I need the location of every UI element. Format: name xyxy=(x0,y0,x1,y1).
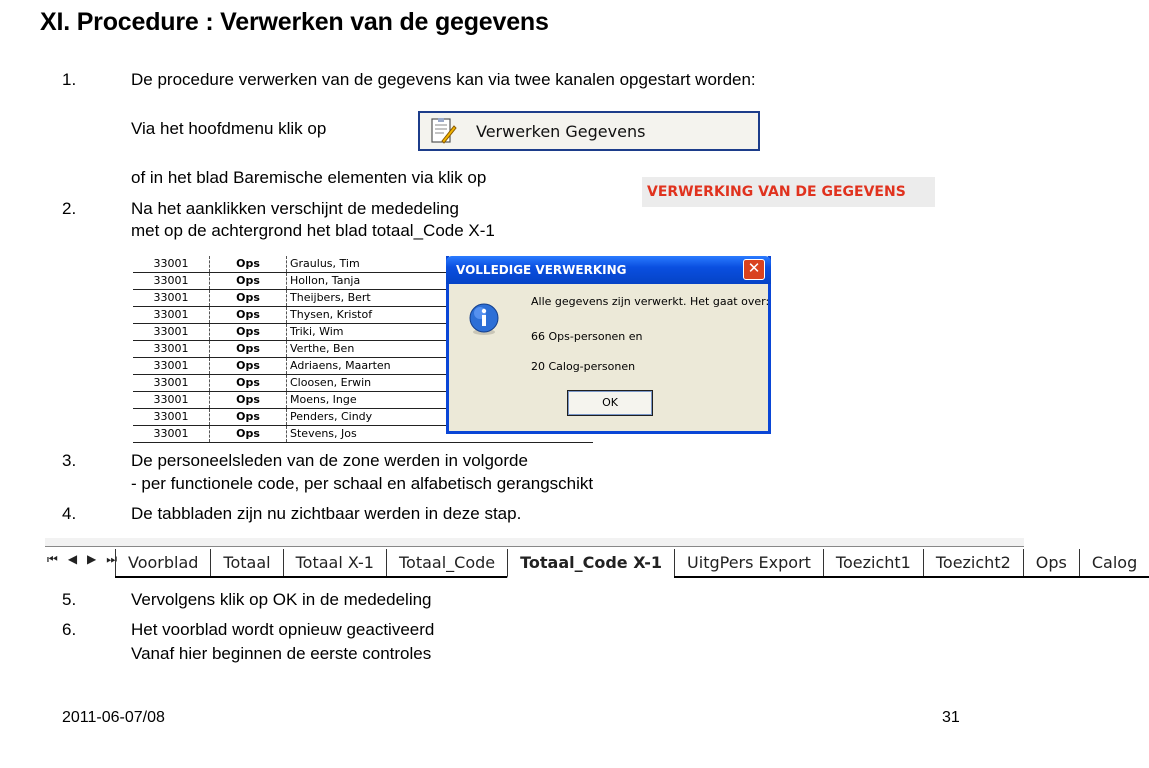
channel1-text: Via het hoofdmenu klik op xyxy=(131,119,327,138)
table-cell-cat: Ops xyxy=(210,324,287,341)
table-cell-cat: Ops xyxy=(210,392,287,409)
table-cell-name: Theijbers, Bert xyxy=(287,290,594,307)
last-sheet-icon[interactable]: ⏭ xyxy=(106,552,118,566)
next-sheet-icon[interactable]: ▶ xyxy=(87,552,97,566)
item-text-2b: met op de achtergrond het blad totaal_Code X-1 xyxy=(131,221,495,240)
sheet-tab[interactable]: Toezicht2 xyxy=(923,549,1023,576)
item-number-3: 3. xyxy=(62,451,77,470)
table-cell-cat: Ops xyxy=(210,256,287,273)
table-cell-name: Graulus, Tim xyxy=(287,256,594,273)
table-cell-cat: Ops xyxy=(210,341,287,358)
table-cell-cat: Ops xyxy=(210,409,287,426)
table-cell-code: 33001 xyxy=(133,273,210,290)
edit-document-icon xyxy=(428,116,458,146)
sheet-tab[interactable]: UitgPers Export xyxy=(674,549,823,576)
table-cell-name: Thysen, Kristof xyxy=(287,307,594,324)
item-number-2: 2. xyxy=(62,199,77,218)
sheet-tab[interactable]: Totaal_Code xyxy=(386,549,507,576)
item-text-5: Vervolgens klik op OK in de mededeling xyxy=(131,590,432,609)
item-number-4: 4. xyxy=(62,504,77,523)
item-number-5: 5. xyxy=(62,590,77,609)
item-text-1: De procedure verwerken van de gegevens kan via twee kanalen opgestart worden: xyxy=(131,70,756,89)
table-cell-name: Moens, Inge xyxy=(287,392,594,409)
table-cell-name: Verthe, Ben xyxy=(287,341,594,358)
sheet-tab[interactable]: Totaal xyxy=(210,549,282,576)
dialog-message-line2: 66 Ops-personen en xyxy=(531,330,643,343)
tab-navigation xyxy=(45,552,117,567)
sheet-tab[interactable]: Totaal X-1 xyxy=(283,549,386,576)
footer-date: 2011-06-07/08 xyxy=(62,709,165,726)
verwerken-gegevens-menu-button[interactable] xyxy=(418,111,760,151)
sheet-tab[interactable]: Toezicht1 xyxy=(823,549,923,576)
item-text-6b: Vanaf hier beginnen de eerste controles xyxy=(131,644,432,663)
table-cell-code: 33001 xyxy=(133,375,210,392)
sheet-tab[interactable]: Ops xyxy=(1023,549,1079,576)
item-text-3: De personeelsleden van de zone werden in volgorde xyxy=(131,451,528,470)
item-number-6: 6. xyxy=(62,620,77,639)
channel2-text: of in het blad Baremische elementen via klik op xyxy=(131,168,487,187)
sheet-tab[interactable]: Voorblad xyxy=(115,549,210,576)
item-text-6: Het voorblad wordt opnieuw geactiveerd xyxy=(131,620,435,639)
table-cell-cat: Ops xyxy=(210,358,287,375)
sheet-tabs xyxy=(115,548,1149,578)
page-number: 31 xyxy=(942,709,960,726)
table-cell-code: 33001 xyxy=(133,341,210,358)
verwerking-van-de-gegevens-link[interactable]: VERWERKING VAN DE GEGEVENS xyxy=(642,177,935,207)
table-cell-name: Stevens, Jos xyxy=(287,426,594,443)
table-cell-name: Hollon, Tanja xyxy=(287,273,594,290)
info-icon xyxy=(467,302,501,336)
table-cell-code: 33001 xyxy=(133,324,210,341)
table-cell-code: 33001 xyxy=(133,409,210,426)
page-title: XI. Procedure : Verwerken van de gegevens xyxy=(40,8,549,36)
volledige-verwerking-dialog xyxy=(446,256,771,434)
table-cell-cat: Ops xyxy=(210,290,287,307)
table-cell-name: Adriaens, Maarten xyxy=(287,358,594,375)
ok-button[interactable]: OK xyxy=(567,390,653,416)
table-cell-code: 33001 xyxy=(133,392,210,409)
table-cell-code: 33001 xyxy=(133,426,210,443)
table-cell-name: Penders, Cindy xyxy=(287,409,594,426)
dialog-title: VOLLEDIGE VERWERKING xyxy=(446,256,771,284)
tab-bar-top-strip xyxy=(45,538,1024,547)
table-cell-cat: Ops xyxy=(210,375,287,392)
prev-sheet-icon[interactable]: ◀ xyxy=(67,552,78,566)
dialog-message-line3: 20 Calog-personen xyxy=(531,360,636,373)
item-number-1: 1. xyxy=(62,70,77,89)
dialog-message-line1: Alle gegevens zijn verwerkt. Het gaat over: xyxy=(531,295,770,308)
sheet-tab-bar xyxy=(45,538,1138,580)
table-cell-cat: Ops xyxy=(210,307,287,324)
first-sheet-icon[interactable]: ⏮ xyxy=(47,552,58,566)
table-cell-cat: Ops xyxy=(210,273,287,290)
close-icon[interactable]: ✕ xyxy=(743,259,765,280)
sheet-tab[interactable]: Totaal_Code X-1 xyxy=(507,549,674,578)
table-cell-cat: Ops xyxy=(210,426,287,443)
item-text-4: De tabbladen zijn nu zichtbaar werden in deze stap. xyxy=(131,504,522,523)
table-cell-code: 33001 xyxy=(133,290,210,307)
item-text-3b: - per functionele code, per schaal en alfabetisch gerangschikt xyxy=(131,474,594,493)
table-cell-code: 33001 xyxy=(133,307,210,324)
table-cell-name: Cloosen, Erwin xyxy=(287,375,594,392)
menu-button-label: Verwerken Gegevens xyxy=(476,121,646,141)
table-cell-name: Triki, Wim xyxy=(287,324,594,341)
sheet-tab[interactable]: Calog xyxy=(1079,549,1149,576)
table-cell-code: 33001 xyxy=(133,358,210,375)
item-text-2: Na het aanklikken verschijnt de mededeling xyxy=(131,199,459,218)
table-cell-code: 33001 xyxy=(133,256,210,273)
